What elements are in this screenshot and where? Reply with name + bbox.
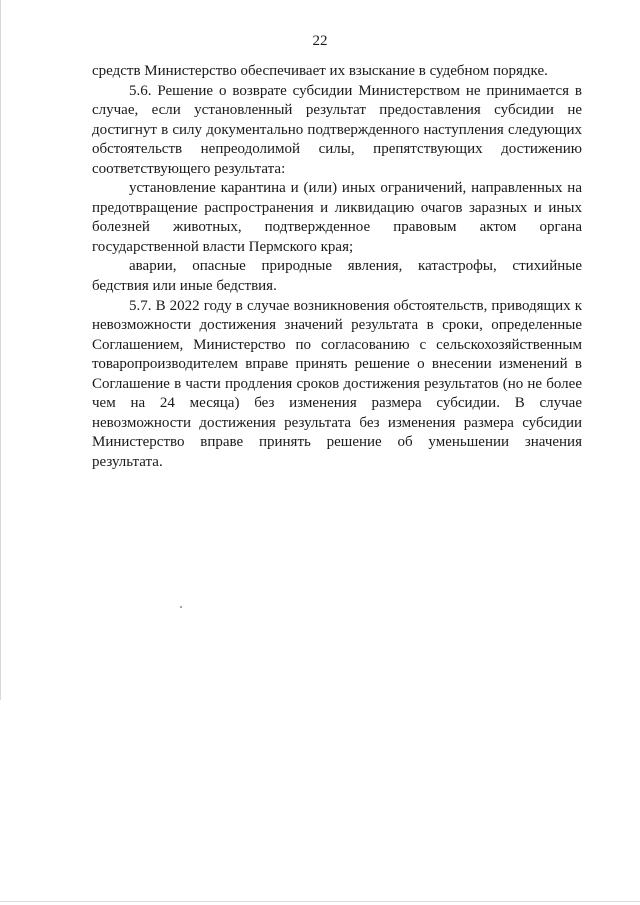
paragraph-quarantine: установление карантина и (или) иных ограничений, направленных на предотвращение распространения и ликвидацию очагов заразных и иных болезней животных, подтвержденное правовым актом органа государственной власти Пермского края; (92, 180, 582, 255)
scan-edge-left (0, 0, 1, 700)
page-number: 22 (312, 33, 328, 49)
paragraph-5-7: 5.7. В 2022 году в случае возникновения обстоятельств, приводящих к невозможности достижения значений результата в сроки, определенные Соглашением, Министерство по согласованию с сельскохозяйственным товаропроизводителем вправе принять решение о внесении изменений в Соглашение в части продления сроков достижения результатов (но не более чем на 24 месяца) без изменения размера субсидии. В случае невозможности достижения результата без изменения размера субсидии Министерство вправе принять решение об уменьшении значения результата. (92, 297, 582, 470)
paragraph-accidents: аварии, опасные природные явления, катастрофы, стихийные бедствия или иные бедствия. (92, 258, 582, 295)
paragraph-continuation: средств Министерство обеспечивает их взыскание в судебном порядке. (92, 63, 548, 79)
scan-speck (180, 606, 182, 608)
paragraph-5-6: 5.6. Решение о возврате субсидии Министерством не принимается в случае, если установленный результат предоставления субсидии не достигнут в силу документально подтвержденного наступления следующих обстоятельств непреодолимой силы, препятствующих достижению соответствующего результата: (92, 82, 582, 177)
scan-edge-bottom (0, 901, 640, 902)
document-body (92, 62, 582, 472)
